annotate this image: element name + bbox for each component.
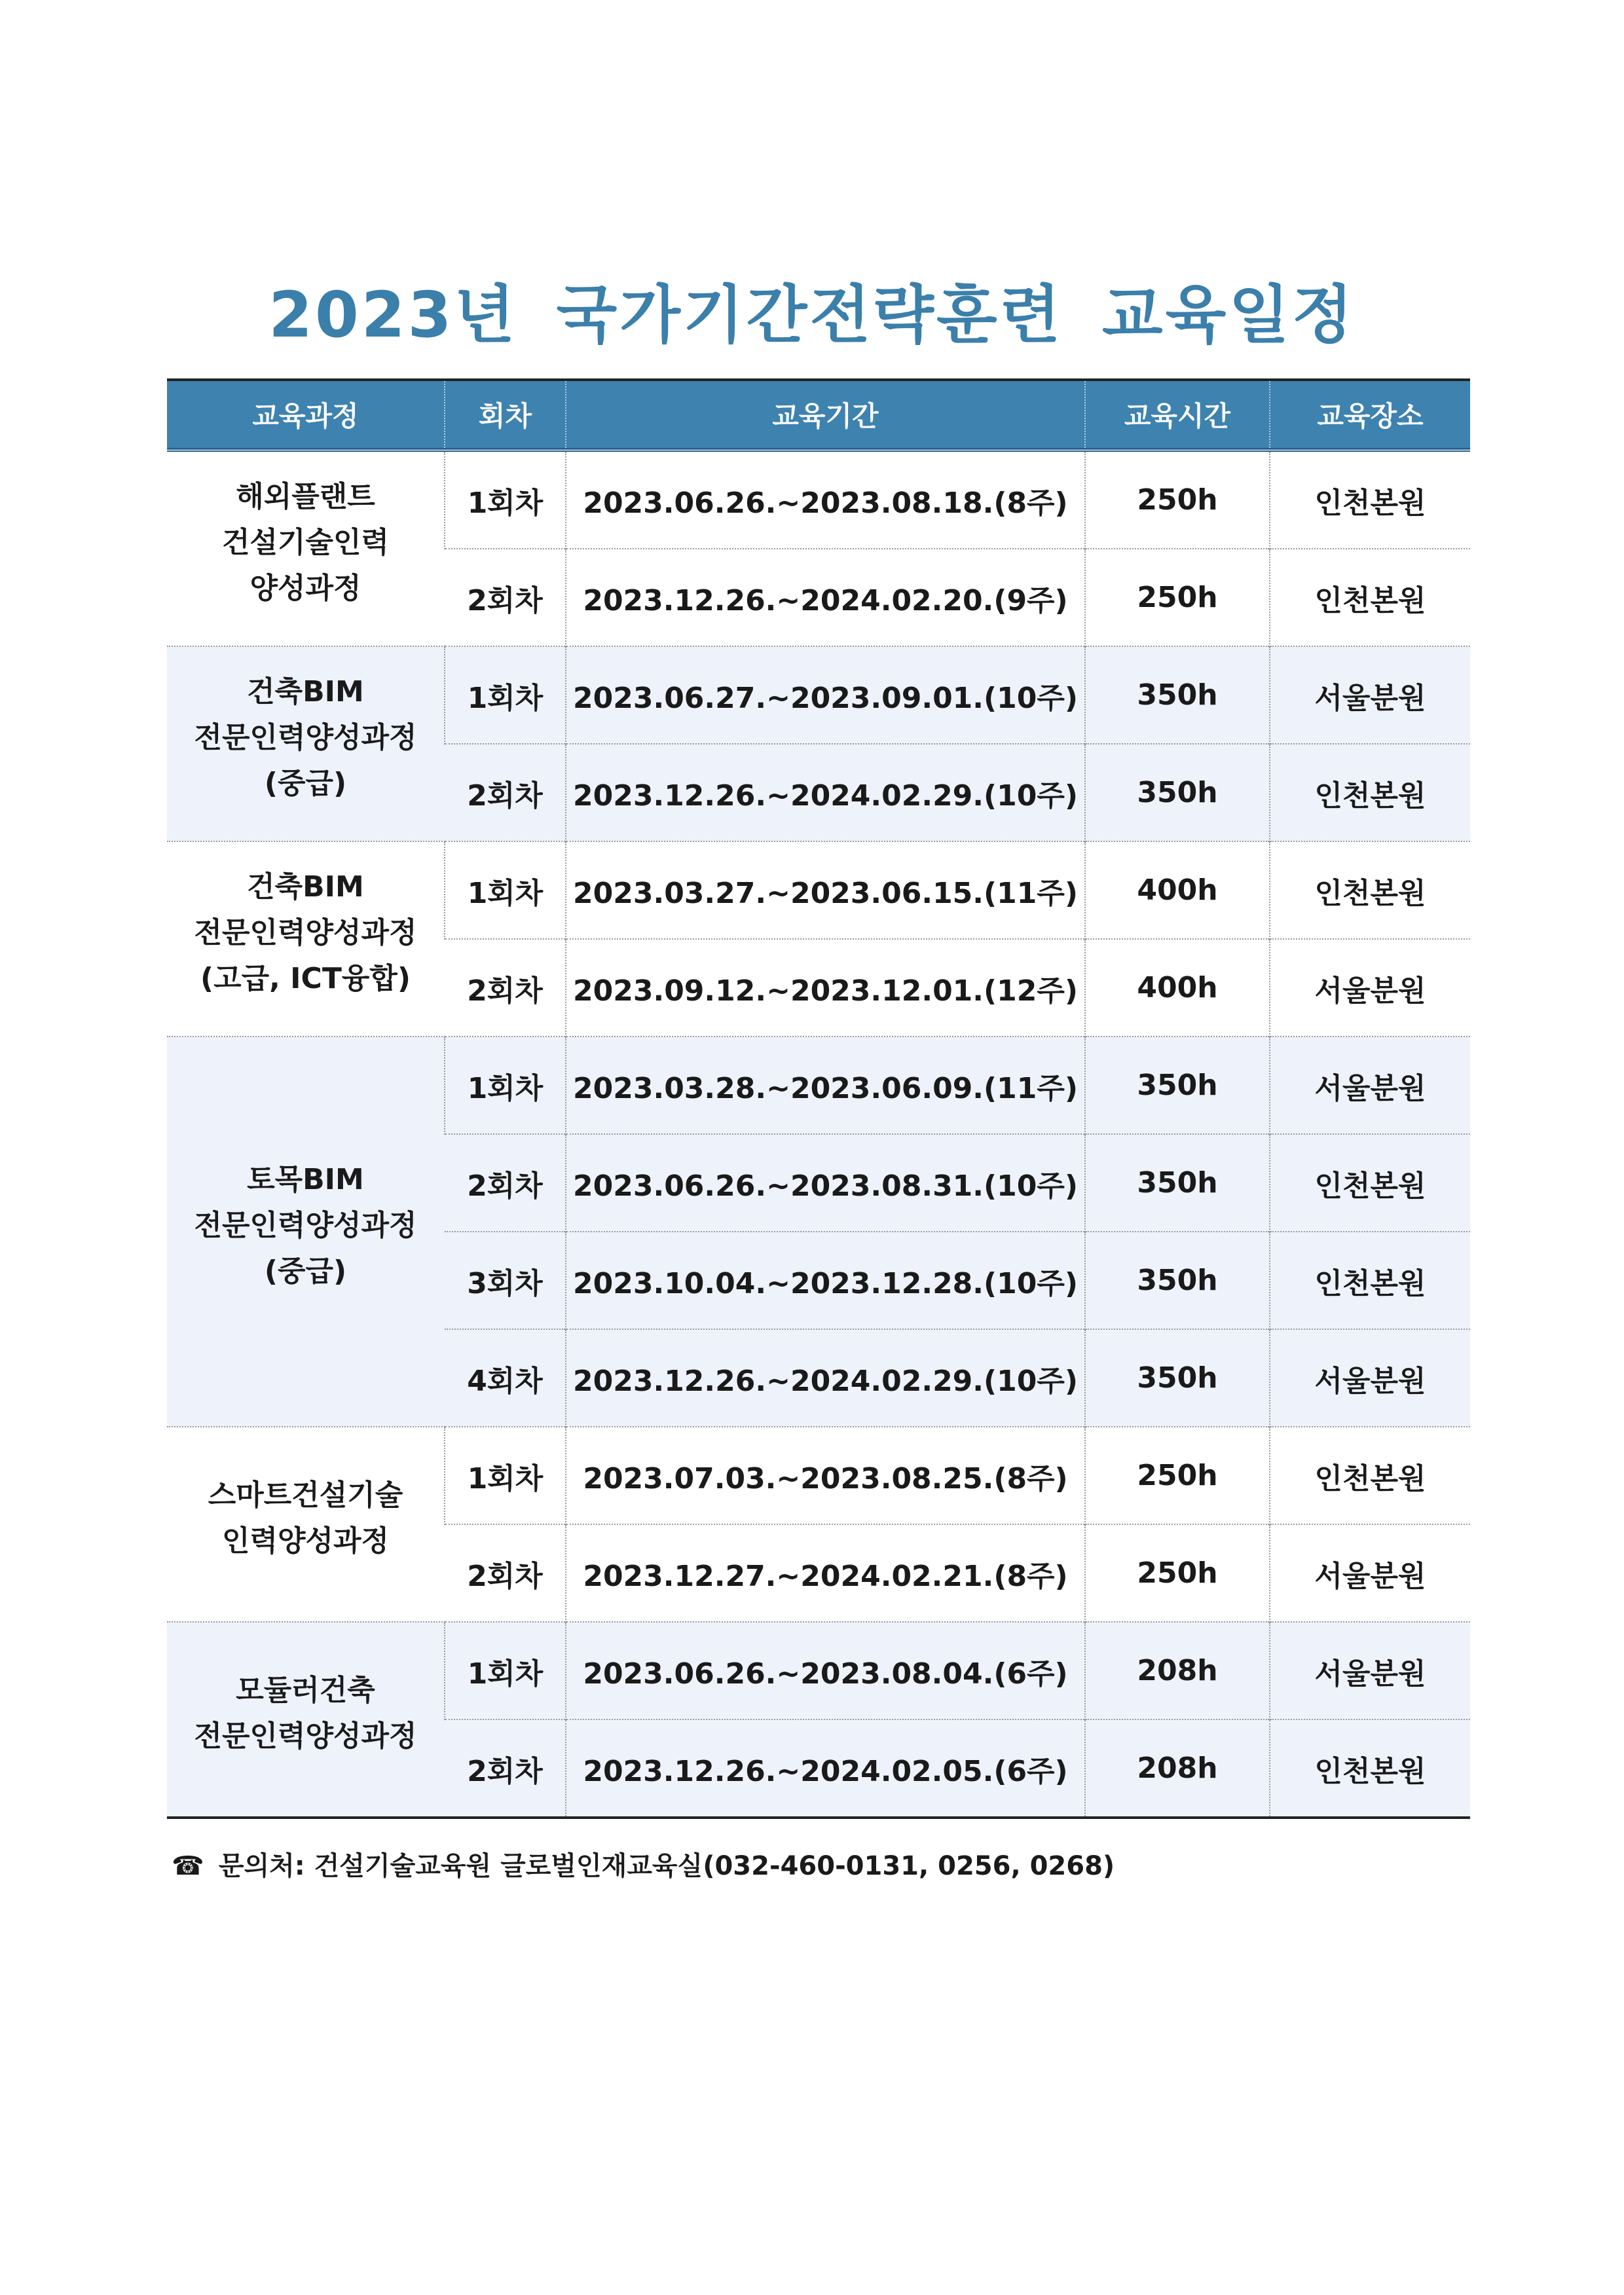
table-row bbox=[167, 841, 1470, 939]
place-cell: 인천본원 bbox=[1270, 1134, 1470, 1232]
place-cell: 서울분원 bbox=[1270, 1037, 1470, 1134]
table-row bbox=[167, 1622, 1470, 1719]
round-cell: 1회차 bbox=[445, 646, 566, 744]
course-name-line: 전문인력양성과정 bbox=[194, 1719, 417, 1753]
round-cell: 1회차 bbox=[445, 450, 566, 549]
header-place: 교육장소 bbox=[1270, 380, 1470, 450]
hours-cell: 400h bbox=[1085, 939, 1270, 1037]
period-cell: 2023.12.26.~2024.02.05.(6주) bbox=[566, 1719, 1085, 1818]
period-cell: 2023.10.04.~2023.12.28.(10주) bbox=[566, 1232, 1085, 1329]
course-name-line: 인력양성과정 bbox=[221, 1524, 390, 1558]
course-name-cell bbox=[167, 1037, 445, 1427]
hours-cell: 350h bbox=[1085, 1134, 1270, 1232]
period-cell: 2023.06.26.~2023.08.18.(8주) bbox=[566, 450, 1085, 549]
round-cell: 1회차 bbox=[445, 841, 566, 939]
period-cell: 2023.03.27.~2023.06.15.(11주) bbox=[566, 841, 1085, 939]
table-row bbox=[167, 1037, 1470, 1134]
course-name-line: 양성과정 bbox=[249, 572, 361, 605]
place-cell: 인천본원 bbox=[1270, 841, 1470, 939]
place-cell: 서울분원 bbox=[1270, 1622, 1470, 1719]
period-cell: 2023.12.27.~2024.02.21.(8주) bbox=[566, 1524, 1085, 1622]
course-name-line: 건축BIM bbox=[247, 870, 364, 904]
table-row bbox=[167, 1427, 1470, 1524]
place-cell: 서울분원 bbox=[1270, 939, 1470, 1037]
round-cell: 2회차 bbox=[445, 1524, 566, 1622]
round-cell: 3회차 bbox=[445, 1232, 566, 1329]
contact-info bbox=[172, 1845, 1115, 1882]
header-hours: 교육시간 bbox=[1085, 380, 1270, 450]
hours-cell: 250h bbox=[1085, 549, 1270, 646]
place-cell: 인천본원 bbox=[1270, 1232, 1470, 1329]
round-cell: 1회차 bbox=[445, 1622, 566, 1719]
period-cell: 2023.06.27.~2023.09.01.(10주) bbox=[566, 646, 1085, 744]
hours-cell: 208h bbox=[1085, 1719, 1270, 1818]
course-name-cell bbox=[167, 1622, 445, 1818]
course-name-line: 토목BIM bbox=[247, 1163, 364, 1196]
period-cell: 2023.07.03.~2023.08.25.(8주) bbox=[566, 1427, 1085, 1524]
hours-cell: 350h bbox=[1085, 744, 1270, 841]
hours-cell: 250h bbox=[1085, 1524, 1270, 1622]
course-name-cell bbox=[167, 450, 445, 646]
hours-cell: 350h bbox=[1085, 646, 1270, 744]
table-row bbox=[167, 450, 1470, 549]
hours-cell: 350h bbox=[1085, 1232, 1270, 1329]
course-name-line: (고급, ICT융합) bbox=[200, 962, 411, 995]
period-cell: 2023.06.26.~2023.08.04.(6주) bbox=[566, 1622, 1085, 1719]
course-name-line: 전문인력양성과정 bbox=[194, 721, 417, 754]
course-name-line: 전문인력양성과정 bbox=[194, 1209, 417, 1242]
course-name-line: 모듈러건축 bbox=[236, 1674, 375, 1707]
table-header-row bbox=[167, 380, 1470, 450]
table-body bbox=[167, 450, 1470, 1818]
place-cell: 서울분원 bbox=[1270, 646, 1470, 744]
place-cell: 인천본원 bbox=[1270, 1427, 1470, 1524]
page-title: 2023년 국가기간전략훈련 교육일정 bbox=[268, 278, 1356, 352]
round-cell: 4회차 bbox=[445, 1329, 566, 1427]
round-cell: 1회차 bbox=[445, 1037, 566, 1134]
course-name-line: (중급) bbox=[264, 767, 347, 800]
place-cell: 서울분원 bbox=[1270, 1524, 1470, 1622]
hours-cell: 350h bbox=[1085, 1329, 1270, 1427]
telephone-icon: ☎ bbox=[172, 1851, 204, 1881]
period-cell: 2023.03.28.~2023.06.09.(11주) bbox=[566, 1037, 1085, 1134]
period-cell: 2023.12.26.~2024.02.29.(10주) bbox=[566, 744, 1085, 841]
hours-cell: 250h bbox=[1085, 450, 1270, 549]
course-name-cell bbox=[167, 1427, 445, 1622]
place-cell: 인천본원 bbox=[1270, 1719, 1470, 1818]
round-cell: 2회차 bbox=[445, 1719, 566, 1818]
schedule-table bbox=[167, 378, 1470, 1819]
period-cell: 2023.12.26.~2024.02.20.(9주) bbox=[566, 549, 1085, 646]
round-cell: 2회차 bbox=[445, 939, 566, 1037]
header-period: 교육기간 bbox=[566, 380, 1085, 450]
place-cell: 인천본원 bbox=[1270, 450, 1470, 549]
course-name-line: 해외플랜트 bbox=[236, 480, 375, 513]
course-name-line: 전문인력양성과정 bbox=[194, 916, 417, 949]
course-name-cell bbox=[167, 646, 445, 841]
course-name-cell bbox=[167, 841, 445, 1037]
round-cell: 2회차 bbox=[445, 549, 566, 646]
course-name-line: 건축BIM bbox=[247, 675, 364, 708]
place-cell: 인천본원 bbox=[1270, 549, 1470, 646]
period-cell: 2023.12.26.~2024.02.29.(10주) bbox=[566, 1329, 1085, 1427]
header-course: 교육과정 bbox=[167, 380, 445, 450]
hours-cell: 350h bbox=[1085, 1037, 1270, 1134]
header-round: 회차 bbox=[445, 380, 566, 450]
course-name-line: 스마트건설기술 bbox=[208, 1478, 403, 1512]
course-name-line: (중급) bbox=[264, 1255, 347, 1288]
contact-text: 문의처: 건설기술교육원 글로벌인재교육실(032-460-0131, 0256, 0268) bbox=[218, 1851, 1115, 1881]
hours-cell: 208h bbox=[1085, 1622, 1270, 1719]
period-cell: 2023.09.12.~2023.12.01.(12주) bbox=[566, 939, 1085, 1037]
round-cell: 2회차 bbox=[445, 1134, 566, 1232]
place-cell: 서울분원 bbox=[1270, 1329, 1470, 1427]
table-row bbox=[167, 646, 1470, 744]
round-cell: 2회차 bbox=[445, 744, 566, 841]
place-cell: 인천본원 bbox=[1270, 744, 1470, 841]
hours-cell: 400h bbox=[1085, 841, 1270, 939]
round-cell: 1회차 bbox=[445, 1427, 566, 1524]
hours-cell: 250h bbox=[1085, 1427, 1270, 1524]
course-name-line: 건설기술인력 bbox=[221, 526, 390, 559]
period-cell: 2023.06.26.~2023.08.31.(10주) bbox=[566, 1134, 1085, 1232]
